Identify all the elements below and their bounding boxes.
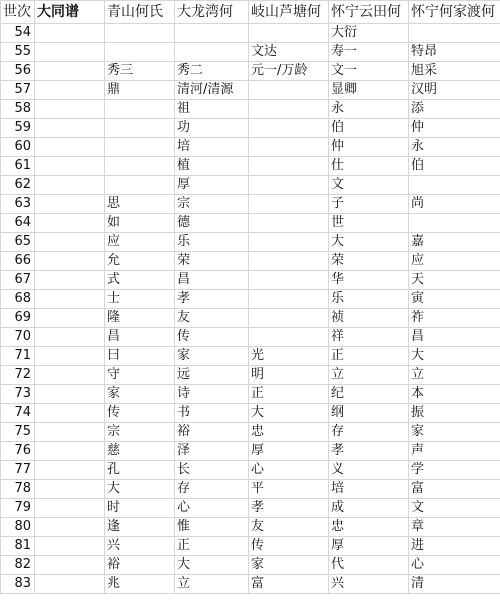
header-row bbox=[1, 1, 500, 24]
table-cell[interactable]: 长 bbox=[175, 461, 249, 480]
table-row bbox=[1, 575, 500, 594]
table-cell[interactable] bbox=[35, 309, 105, 328]
table-cell[interactable] bbox=[409, 176, 500, 195]
table-cell[interactable]: 文一 bbox=[329, 62, 409, 81]
table-cell[interactable]: 家 bbox=[249, 556, 329, 575]
header-cell[interactable]: 青山何氏 bbox=[105, 1, 175, 24]
table-cell[interactable]: 家 bbox=[409, 423, 500, 442]
table-cell[interactable] bbox=[249, 271, 329, 290]
table-cell[interactable]: 祖 bbox=[175, 100, 249, 119]
table-cell[interactable]: 存 bbox=[329, 423, 409, 442]
table-cell[interactable] bbox=[35, 423, 105, 442]
generation-cell[interactable]: 59 bbox=[1, 119, 35, 138]
table-cell[interactable] bbox=[249, 214, 329, 233]
generation-cell[interactable]: 70 bbox=[1, 328, 35, 347]
table-cell[interactable] bbox=[105, 119, 175, 138]
table-cell[interactable]: 进 bbox=[409, 537, 500, 556]
table-cell[interactable]: 嘉 bbox=[409, 233, 500, 252]
table-row bbox=[1, 328, 500, 347]
table-row bbox=[1, 480, 500, 499]
table-cell[interactable]: 大 bbox=[105, 480, 175, 499]
table-cell[interactable]: 成 bbox=[329, 499, 409, 518]
table-row bbox=[1, 138, 500, 157]
table-cell[interactable] bbox=[249, 24, 329, 43]
table-cell[interactable]: 本 bbox=[409, 385, 500, 404]
table-cell[interactable]: 伯 bbox=[409, 157, 500, 176]
table-row bbox=[1, 404, 500, 423]
table-cell[interactable]: 立 bbox=[175, 575, 249, 594]
header-cell[interactable]: 怀宁何家渡何 bbox=[409, 1, 500, 24]
table-cell[interactable]: 大 bbox=[175, 556, 249, 575]
table-cell[interactable]: 汉明 bbox=[409, 81, 500, 100]
table-cell[interactable]: 寅 bbox=[409, 290, 500, 309]
table-cell[interactable] bbox=[35, 347, 105, 366]
table-cell[interactable]: 天 bbox=[409, 271, 500, 290]
table-row bbox=[1, 214, 500, 233]
table-cell[interactable] bbox=[105, 138, 175, 157]
table-cell[interactable] bbox=[35, 404, 105, 423]
generation-cell[interactable]: 75 bbox=[1, 423, 35, 442]
table-cell[interactable] bbox=[249, 119, 329, 138]
table-cell[interactable]: 立 bbox=[329, 366, 409, 385]
header-cell[interactable]: 岐山芦塘何 bbox=[249, 1, 329, 24]
table-cell[interactable]: 存 bbox=[175, 480, 249, 499]
table-cell[interactable] bbox=[35, 556, 105, 575]
generation-cell[interactable]: 78 bbox=[1, 480, 35, 499]
table-cell[interactable]: 正 bbox=[329, 347, 409, 366]
generation-cell[interactable]: 56 bbox=[1, 62, 35, 81]
table-cell[interactable]: 昌 bbox=[105, 328, 175, 347]
generation-cell[interactable]: 71 bbox=[1, 347, 35, 366]
table-cell[interactable]: 清 bbox=[409, 575, 500, 594]
table-cell[interactable] bbox=[35, 138, 105, 157]
generation-cell[interactable]: 55 bbox=[1, 43, 35, 62]
table-cell[interactable]: 世 bbox=[329, 214, 409, 233]
table-cell[interactable]: 功 bbox=[175, 119, 249, 138]
table-cell[interactable]: 德 bbox=[175, 214, 249, 233]
table-cell[interactable] bbox=[35, 195, 105, 214]
header-cell[interactable]: 大同谱 bbox=[35, 1, 105, 24]
table-row bbox=[1, 62, 500, 81]
table-cell[interactable] bbox=[249, 309, 329, 328]
table-row bbox=[1, 119, 500, 138]
table-cell[interactable] bbox=[175, 43, 249, 62]
header-cell[interactable]: 怀宁云田何 bbox=[329, 1, 409, 24]
table-cell[interactable]: 应 bbox=[409, 252, 500, 271]
table-cell[interactable]: 兆 bbox=[105, 575, 175, 594]
table-cell[interactable]: 心 bbox=[249, 461, 329, 480]
table-cell[interactable] bbox=[35, 62, 105, 81]
table-cell[interactable]: 泽 bbox=[175, 442, 249, 461]
table-cell[interactable] bbox=[35, 537, 105, 556]
table-cell[interactable] bbox=[35, 81, 105, 100]
table-cell[interactable] bbox=[35, 233, 105, 252]
table-cell[interactable]: 传 bbox=[105, 404, 175, 423]
table-cell[interactable] bbox=[249, 290, 329, 309]
table-cell[interactable]: 植 bbox=[175, 157, 249, 176]
table-cell[interactable] bbox=[249, 195, 329, 214]
table-cell[interactable]: 培 bbox=[329, 480, 409, 499]
table-cell[interactable] bbox=[249, 157, 329, 176]
table-cell[interactable]: 孝 bbox=[249, 499, 329, 518]
table-cell[interactable]: 学 bbox=[409, 461, 500, 480]
table-cell[interactable]: 远 bbox=[175, 366, 249, 385]
table-cell[interactable]: 光 bbox=[249, 347, 329, 366]
table-cell[interactable]: 旭采 bbox=[409, 62, 500, 81]
table-cell[interactable]: 仕 bbox=[329, 157, 409, 176]
table-cell[interactable]: 传 bbox=[249, 537, 329, 556]
table-cell[interactable]: 元一/万龄 bbox=[249, 62, 329, 81]
table-cell[interactable]: 宗 bbox=[105, 423, 175, 442]
table-cell[interactable] bbox=[35, 499, 105, 518]
table-cell[interactable] bbox=[35, 43, 105, 62]
table-cell[interactable]: 富 bbox=[409, 480, 500, 499]
generation-cell[interactable]: 74 bbox=[1, 404, 35, 423]
table-row bbox=[1, 271, 500, 290]
generation-cell[interactable]: 76 bbox=[1, 442, 35, 461]
table-cell[interactable]: 大 bbox=[329, 233, 409, 252]
table-cell[interactable]: 友 bbox=[249, 518, 329, 537]
table-cell[interactable] bbox=[35, 461, 105, 480]
table-cell[interactable]: 隆 bbox=[105, 309, 175, 328]
table-cell[interactable]: 如 bbox=[105, 214, 175, 233]
table-cell[interactable] bbox=[35, 518, 105, 537]
generation-cell[interactable]: 60 bbox=[1, 138, 35, 157]
table-cell[interactable] bbox=[35, 442, 105, 461]
generation-cell[interactable]: 61 bbox=[1, 157, 35, 176]
table-cell[interactable]: 孝 bbox=[175, 290, 249, 309]
table-cell[interactable]: 逢 bbox=[105, 518, 175, 537]
table-cell[interactable]: 平 bbox=[249, 480, 329, 499]
table-cell[interactable]: 声 bbox=[409, 442, 500, 461]
table-cell[interactable]: 应 bbox=[105, 233, 175, 252]
table-cell[interactable] bbox=[175, 24, 249, 43]
table-row bbox=[1, 81, 500, 100]
table-cell[interactable]: 时 bbox=[105, 499, 175, 518]
generation-cell[interactable]: 68 bbox=[1, 290, 35, 309]
table-row bbox=[1, 499, 500, 518]
table-cell[interactable] bbox=[35, 271, 105, 290]
table-cell[interactable]: 荣 bbox=[175, 252, 249, 271]
header-cell[interactable]: 世次 bbox=[1, 1, 35, 24]
table-cell[interactable]: 文达 bbox=[249, 43, 329, 62]
table-row bbox=[1, 347, 500, 366]
table-cell[interactable]: 荣 bbox=[329, 252, 409, 271]
table-cell[interactable]: 寿一 bbox=[329, 43, 409, 62]
table-cell[interactable]: 永 bbox=[329, 100, 409, 119]
table-cell[interactable]: 添 bbox=[409, 100, 500, 119]
table-cell[interactable]: 曰 bbox=[105, 347, 175, 366]
table-cell[interactable]: 孝 bbox=[329, 442, 409, 461]
table-cell[interactable] bbox=[409, 24, 500, 43]
table-cell[interactable]: 代 bbox=[329, 556, 409, 575]
table-cell[interactable]: 慈 bbox=[105, 442, 175, 461]
table-row bbox=[1, 309, 500, 328]
table-cell[interactable]: 文 bbox=[329, 176, 409, 195]
table-cell[interactable] bbox=[35, 214, 105, 233]
table-row bbox=[1, 24, 500, 43]
table-cell[interactable] bbox=[105, 176, 175, 195]
generation-cell[interactable]: 66 bbox=[1, 252, 35, 271]
table-cell[interactable]: 伯 bbox=[329, 119, 409, 138]
table-cell[interactable]: 心 bbox=[409, 556, 500, 575]
generation-cell[interactable]: 79 bbox=[1, 499, 35, 518]
table-cell[interactable]: 友 bbox=[175, 309, 249, 328]
table-cell[interactable] bbox=[249, 328, 329, 347]
table-cell[interactable]: 思 bbox=[105, 195, 175, 214]
table-cell[interactable]: 鼎 bbox=[105, 81, 175, 100]
table-row bbox=[1, 442, 500, 461]
table-cell[interactable]: 清河/清源 bbox=[175, 81, 249, 100]
table-cell[interactable]: 仲 bbox=[409, 119, 500, 138]
table-cell[interactable] bbox=[105, 24, 175, 43]
table-cell[interactable] bbox=[35, 176, 105, 195]
table-cell[interactable] bbox=[35, 24, 105, 43]
table-row bbox=[1, 461, 500, 480]
table-cell[interactable]: 祚 bbox=[409, 309, 500, 328]
generation-cell[interactable]: 63 bbox=[1, 195, 35, 214]
table-cell[interactable]: 昌 bbox=[175, 271, 249, 290]
table-cell[interactable] bbox=[105, 157, 175, 176]
table-cell[interactable] bbox=[35, 575, 105, 594]
table-cell[interactable] bbox=[35, 328, 105, 347]
table-cell[interactable]: 书 bbox=[175, 404, 249, 423]
table-cell[interactable]: 裕 bbox=[105, 556, 175, 575]
table-row bbox=[1, 157, 500, 176]
table-cell[interactable] bbox=[35, 480, 105, 499]
table-cell[interactable] bbox=[105, 100, 175, 119]
table-cell[interactable] bbox=[35, 252, 105, 271]
table-cell[interactable] bbox=[249, 233, 329, 252]
table-cell[interactable] bbox=[249, 138, 329, 157]
table-cell[interactable]: 仲 bbox=[329, 138, 409, 157]
generation-cell[interactable]: 81 bbox=[1, 537, 35, 556]
table-cell[interactable]: 章 bbox=[409, 518, 500, 537]
generation-cell[interactable]: 80 bbox=[1, 518, 35, 537]
table-cell[interactable] bbox=[249, 176, 329, 195]
table-cell[interactable]: 正 bbox=[175, 537, 249, 556]
table-cell[interactable]: 诗 bbox=[175, 385, 249, 404]
table-cell[interactable] bbox=[35, 119, 105, 138]
table-row bbox=[1, 537, 500, 556]
generation-cell[interactable]: 82 bbox=[1, 556, 35, 575]
table-cell[interactable]: 允 bbox=[105, 252, 175, 271]
table-cell[interactable]: 祯 bbox=[329, 309, 409, 328]
table-cell[interactable]: 宗 bbox=[175, 195, 249, 214]
generation-cell[interactable]: 62 bbox=[1, 176, 35, 195]
table-cell[interactable]: 尚 bbox=[409, 195, 500, 214]
table-cell[interactable] bbox=[249, 100, 329, 119]
table-cell[interactable]: 明 bbox=[249, 366, 329, 385]
table-cell[interactable]: 惟 bbox=[175, 518, 249, 537]
table-cell[interactable] bbox=[35, 385, 105, 404]
table-cell[interactable]: 兴 bbox=[329, 575, 409, 594]
table-cell[interactable]: 秀三 bbox=[105, 62, 175, 81]
table-cell[interactable] bbox=[35, 100, 105, 119]
table-row bbox=[1, 518, 500, 537]
table-cell[interactable]: 特昂 bbox=[409, 43, 500, 62]
table-cell[interactable] bbox=[105, 43, 175, 62]
table-cell[interactable]: 乐 bbox=[175, 233, 249, 252]
table-cell[interactable]: 显卿 bbox=[329, 81, 409, 100]
table-cell[interactable]: 家 bbox=[175, 347, 249, 366]
table-cell[interactable]: 文 bbox=[409, 499, 500, 518]
table-cell[interactable]: 厚 bbox=[329, 537, 409, 556]
table-cell[interactable]: 华 bbox=[329, 271, 409, 290]
table-cell[interactable] bbox=[249, 252, 329, 271]
table-cell[interactable]: 秀二 bbox=[175, 62, 249, 81]
table-row bbox=[1, 176, 500, 195]
table-cell[interactable]: 裕 bbox=[175, 423, 249, 442]
table-cell[interactable]: 大衍 bbox=[329, 24, 409, 43]
table-row bbox=[1, 252, 500, 271]
table-cell[interactable]: 培 bbox=[175, 138, 249, 157]
generation-cell[interactable]: 67 bbox=[1, 271, 35, 290]
table-cell[interactable]: 兴 bbox=[105, 537, 175, 556]
generation-cell[interactable]: 57 bbox=[1, 81, 35, 100]
table-cell[interactable] bbox=[35, 157, 105, 176]
table-row bbox=[1, 195, 500, 214]
table-cell[interactable]: 士 bbox=[105, 290, 175, 309]
generation-cell[interactable]: 65 bbox=[1, 233, 35, 252]
table-cell[interactable]: 乐 bbox=[329, 290, 409, 309]
generation-cell[interactable]: 64 bbox=[1, 214, 35, 233]
header-cell[interactable]: 大龙湾何 bbox=[175, 1, 249, 24]
table-row bbox=[1, 556, 500, 575]
table-cell[interactable]: 立 bbox=[409, 366, 500, 385]
table-row bbox=[1, 423, 500, 442]
table-cell[interactable]: 大 bbox=[409, 347, 500, 366]
generation-cell[interactable]: 54 bbox=[1, 24, 35, 43]
table-row bbox=[1, 43, 500, 62]
table-cell[interactable]: 纪 bbox=[329, 385, 409, 404]
table-cell[interactable]: 子 bbox=[329, 195, 409, 214]
table-cell[interactable] bbox=[35, 290, 105, 309]
generation-cell[interactable]: 83 bbox=[1, 575, 35, 594]
table-cell[interactable]: 忠 bbox=[249, 423, 329, 442]
generation-cell[interactable]: 77 bbox=[1, 461, 35, 480]
table-cell[interactable] bbox=[409, 214, 500, 233]
table-cell[interactable] bbox=[35, 366, 105, 385]
table-cell[interactable]: 厚 bbox=[249, 442, 329, 461]
table-cell[interactable]: 义 bbox=[329, 461, 409, 480]
generation-cell[interactable]: 58 bbox=[1, 100, 35, 119]
table-cell[interactable]: 富 bbox=[249, 575, 329, 594]
table-row bbox=[1, 233, 500, 252]
table-row bbox=[1, 290, 500, 309]
table-cell[interactable]: 昌 bbox=[409, 328, 500, 347]
table-cell[interactable]: 永 bbox=[409, 138, 500, 157]
table-cell[interactable]: 振 bbox=[409, 404, 500, 423]
table-cell[interactable]: 纲 bbox=[329, 404, 409, 423]
table-cell[interactable]: 祥 bbox=[329, 328, 409, 347]
generation-cell[interactable]: 73 bbox=[1, 385, 35, 404]
generation-cell[interactable]: 72 bbox=[1, 366, 35, 385]
table-cell[interactable]: 忠 bbox=[329, 518, 409, 537]
generation-cell[interactable]: 69 bbox=[1, 309, 35, 328]
table-cell[interactable]: 传 bbox=[175, 328, 249, 347]
table-row bbox=[1, 366, 500, 385]
table-cell[interactable]: 家 bbox=[105, 385, 175, 404]
table-row bbox=[1, 100, 500, 119]
table-cell[interactable]: 孔 bbox=[105, 461, 175, 480]
table-cell[interactable]: 心 bbox=[175, 499, 249, 518]
table-cell[interactable]: 守 bbox=[105, 366, 175, 385]
table-cell[interactable]: 式 bbox=[105, 271, 175, 290]
table-cell[interactable] bbox=[249, 81, 329, 100]
table-row bbox=[1, 385, 500, 404]
table-cell[interactable]: 正 bbox=[249, 385, 329, 404]
table-cell[interactable]: 厚 bbox=[175, 176, 249, 195]
table-cell[interactable]: 大 bbox=[249, 404, 329, 423]
